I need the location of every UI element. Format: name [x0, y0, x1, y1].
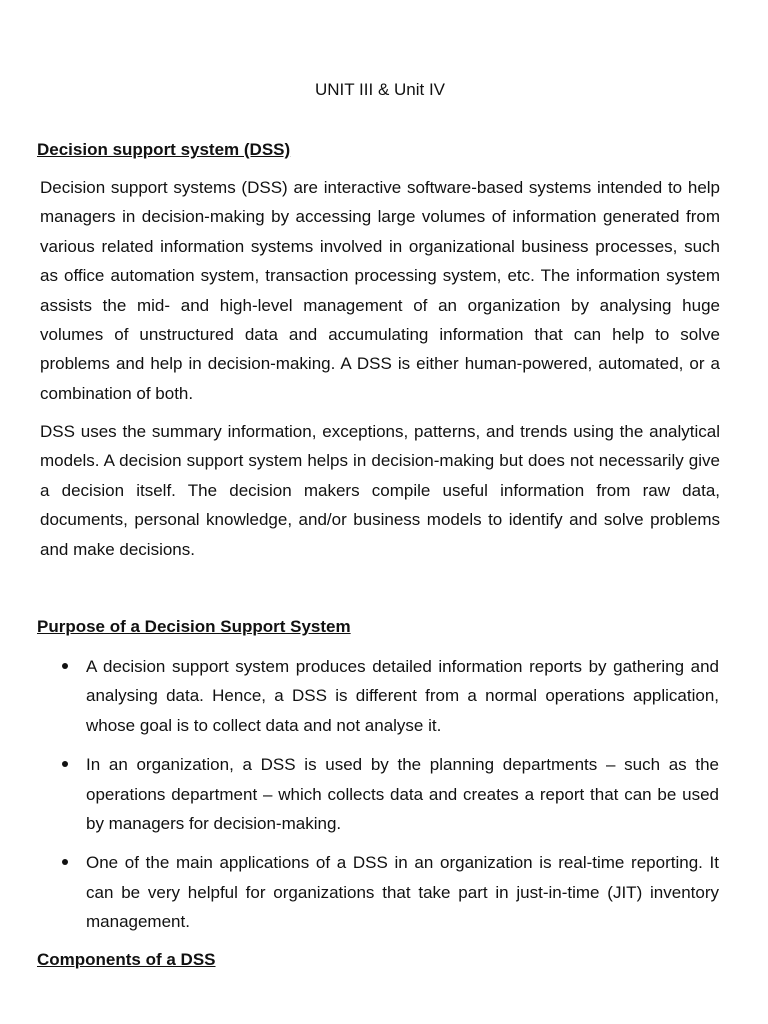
list-item-text: One of the main applications of a DSS in an organization is real-time reporting. It can be very helpful for organizations that take part in just-in-time (JIT) inventory management. [86, 853, 719, 932]
list-item-text: A decision support system produces detailed information reports by gathering and analysing data. Hence, a DSS is different from a normal operations application, whose goal is to collect data and not analyse it. [86, 657, 719, 735]
paragraph-dss-definition: Decision support systems (DSS) are interactive software-based systems intended to help managers in decision-making by accessing large volumes of information generated from various related information systems involved in organizational business processes, such as office automation system, transaction processing system, etc. The information system assists the mid- and high-level management of an organization by analysing huge volumes of unstructured data and accumulating information that can help to solve problems and help in decision-making. A DSS is either human-powered, automated, or a combination of both. [40, 178, 720, 403]
section-heading-dss: Decision support system (DSS) [37, 140, 291, 159]
list-item-text: In an organization, a DSS is used by the planning departments – such as the operations department – which collects data and creates a report that can be used by managers for decision-making. [86, 755, 719, 834]
list-item [86, 652, 719, 740]
section-heading-purpose: Purpose of a Decision Support System [37, 617, 351, 636]
bullet-icon [62, 859, 68, 865]
bullet-icon [62, 761, 68, 767]
list-item [86, 848, 719, 936]
purpose-bullet-list [86, 652, 719, 947]
list-item [86, 750, 719, 838]
page-title: UNIT III & Unit IV [314, 80, 446, 99]
paragraph-dss-usage: DSS uses the summary information, exceptions, patterns, and trends using the analytical models. A decision support system helps in decision-making but does not necessarily give a decision itself. The decision makers compile useful information from raw data, documents, personal knowledge, and/or business models to identify and solve problems and make decisions. [40, 422, 720, 559]
bullet-icon [62, 663, 68, 669]
section-heading-components: Components of a DSS [37, 950, 216, 969]
